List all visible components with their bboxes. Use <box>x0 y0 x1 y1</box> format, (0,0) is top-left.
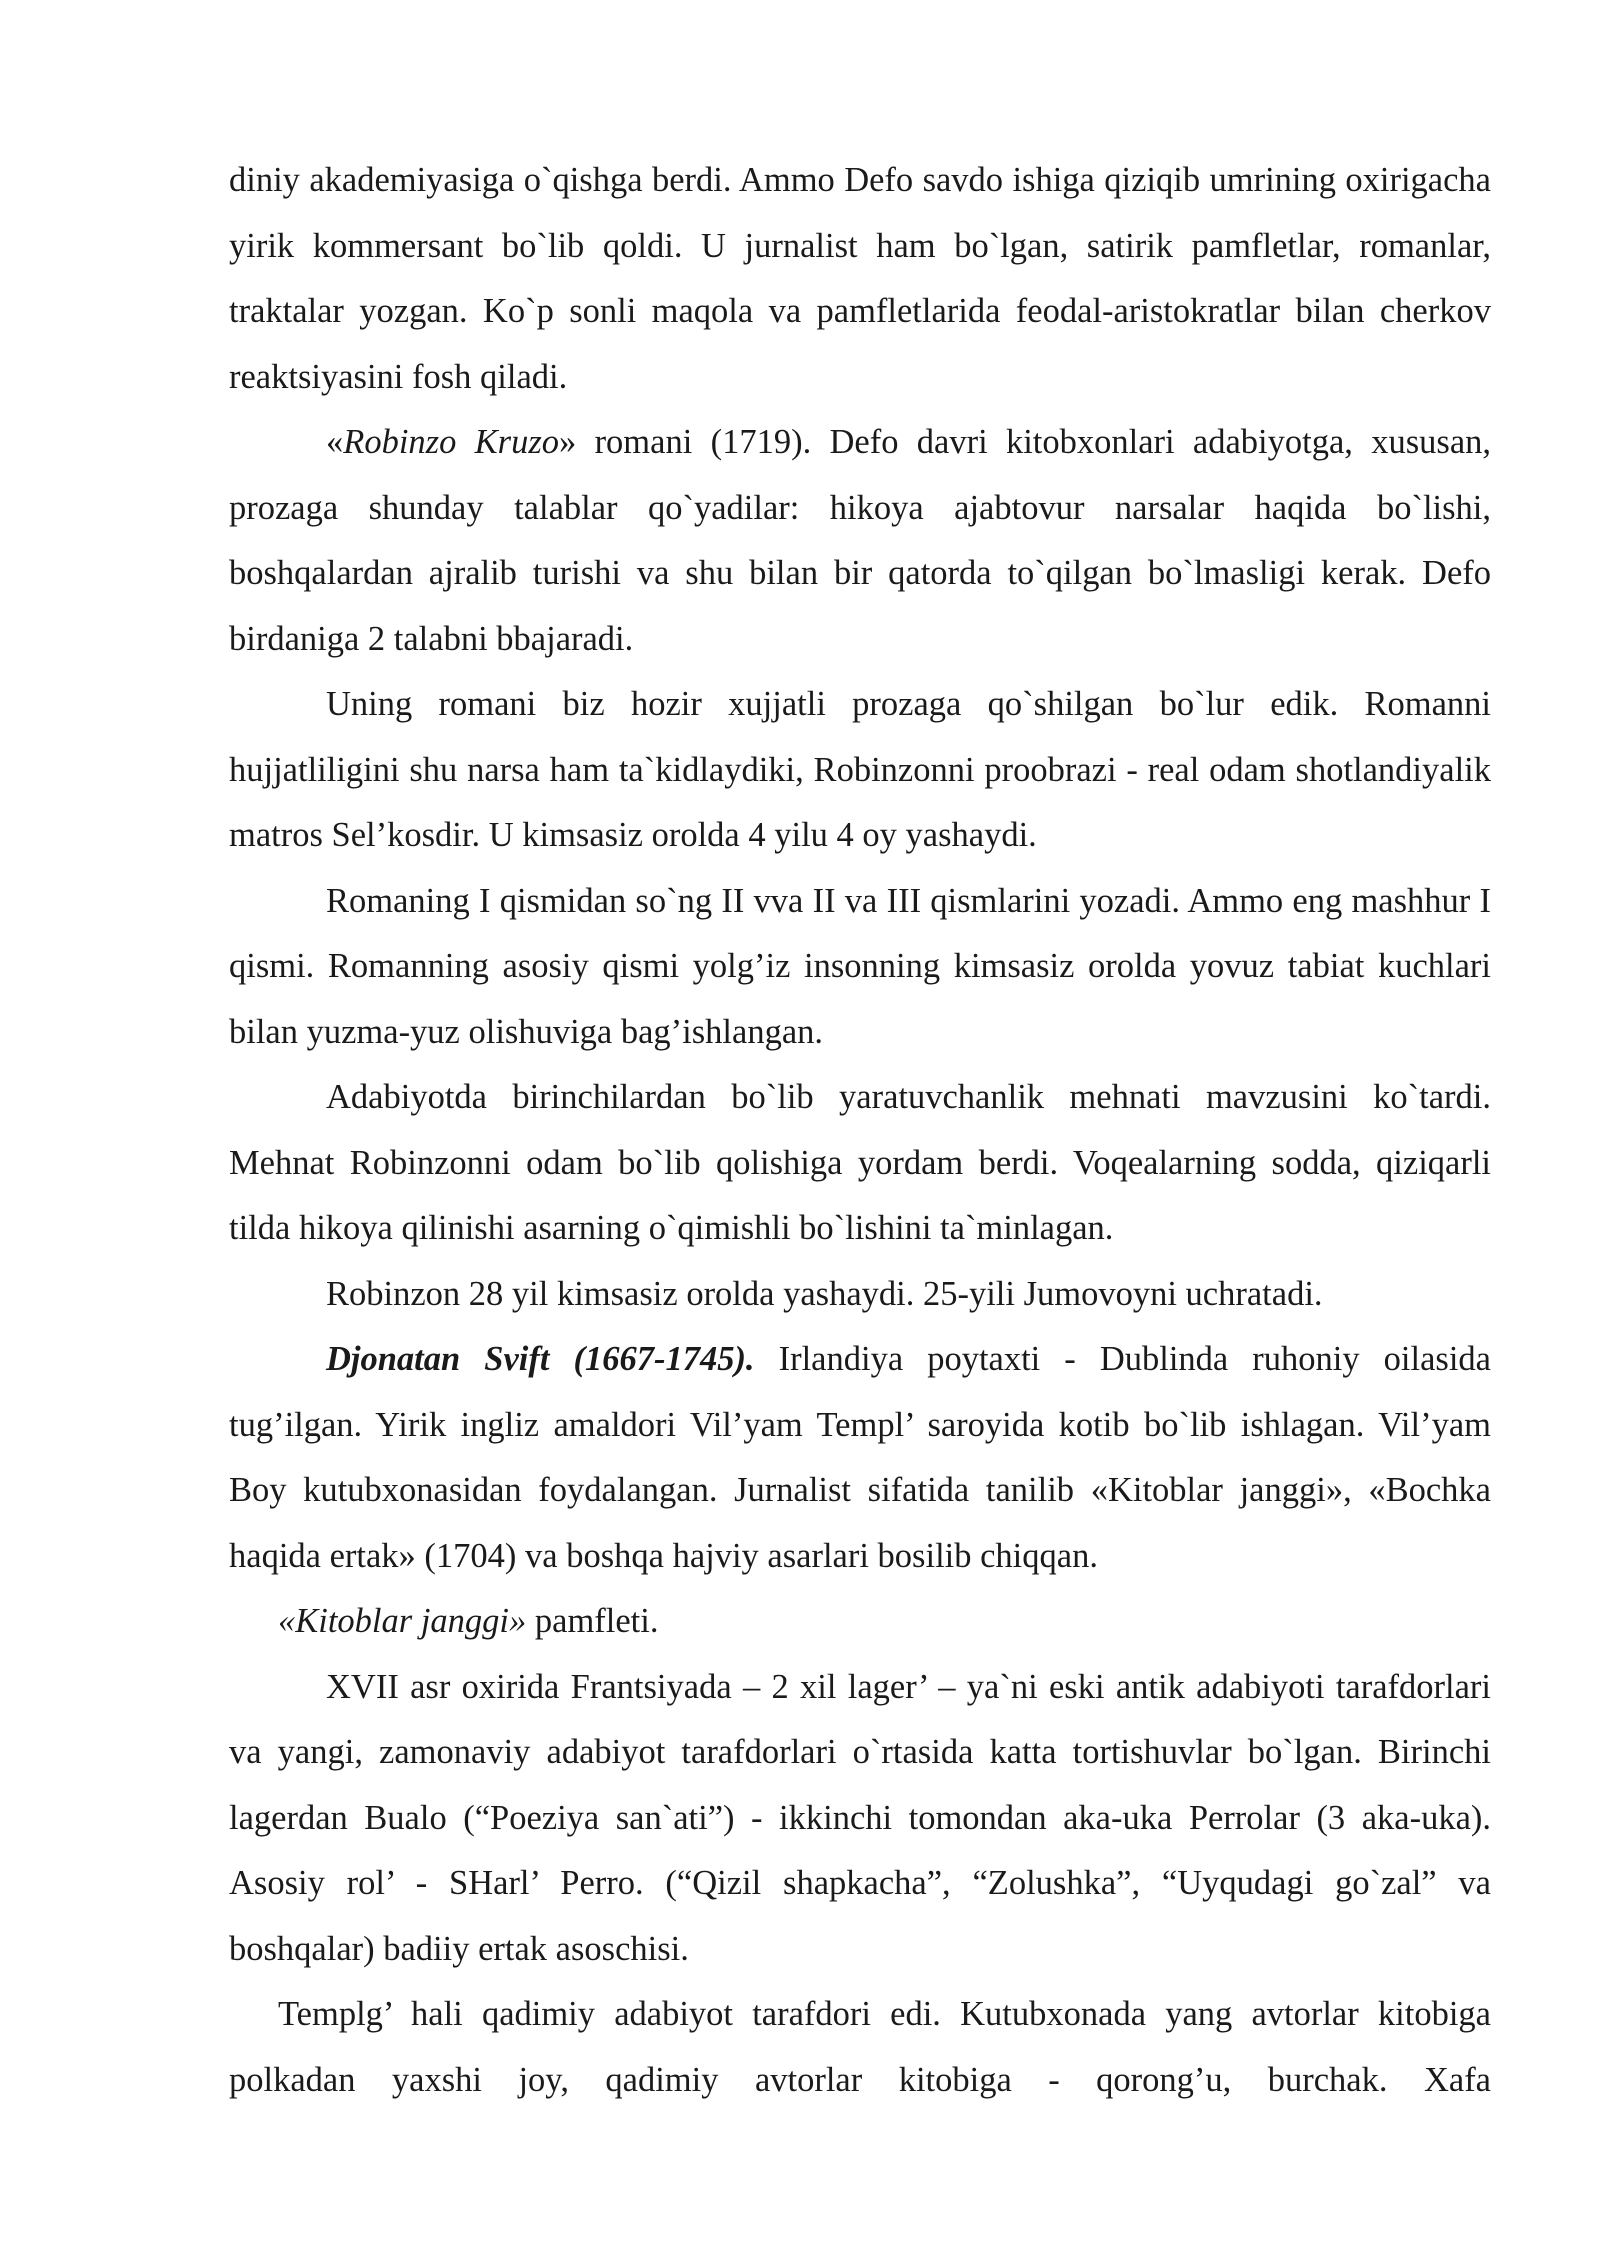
paragraph-novel-parts <box>229 869 1491 1066</box>
paragraph-djonatan-svift <box>229 1327 1491 1589</box>
novel-title: Robinzo Kruzo <box>343 423 560 461</box>
quote-open: « <box>326 423 344 461</box>
paragraph-text: Uning romani biz hozir xujjatli prozaga qo`shilgan bo`lur edik. Romanni hujjatliligini shu narsa ham ta`kidlaydiki, Robinzonni proobrazi - real odam shotlandiyalik matros Sel’kosdir. U kimsasiz orolda 4 yilu 4 oy yashaydi. <box>229 685 1491 854</box>
paragraph-text: XVII asr oxirida Frantsiyada – 2 xil lager’ – ya`ni eski antik adabiyoti tarafdorlari va yangi, zamonaviy adabiyot tarafdorlari o`rtasida katta tortishuvlar bo`lgan. Birinchi lagerdan Bualo (“Poeziya san`ati”) - ikkinchi tomondan aka-uka Perrolar (3 aka-uka). Asosiy rol’ - SHarl’ Perro. (“Qizil shapkacha”, “Zolushka”, “Uyqudagi go`zal” va boshqalar) badiiy ertak asoschisi. <box>229 1667 1491 1968</box>
paragraph-pamphlet-title <box>229 1589 1491 1655</box>
paragraph-robinzon-years <box>229 1262 1491 1328</box>
paragraph-text: pamfleti. <box>526 1602 659 1640</box>
author-heading: Djonatan Svift (1667-1745). <box>326 1340 755 1378</box>
paragraph-text: romani (1719). Defo davri kitobxonlari adabiyotga, xususan, prozaga shunday talablar qo`yadilar: hikoya ajabtovur narsalar haqida bo`lishi, boshqalardan ajralib turishi va shu bilan bir qatorda to`qilgan bo`lmasligi kerak. Defo birdaniga 2 talabni bbajaradi. <box>229 423 1492 658</box>
paragraph-labour-theme <box>229 1065 1491 1262</box>
quote-close: » <box>559 423 577 461</box>
paragraph-text: Romaning I qismidan so`ng II vva II va III qismlarini yozadi. Ammo eng mashhur I qismi. Romanning asosiy qismi yolg’iz insonning kimsasiz orolda yovuz tabiat kuchlari bilan yuzma-yuz olishuviga bag’ishlangan. <box>229 881 1491 1051</box>
paragraph-text: Robinzon 28 yil kimsasiz orolda yashaydi. 25-yili Jumovoyni uchratadi. <box>326 1274 1323 1313</box>
paragraph-defo-career <box>229 148 1491 410</box>
paragraph-french-debate <box>229 1655 1491 1983</box>
paragraph-text: Adabiyotda birinchilardan bo`lib yaratuvchanlik mehnati mavzusini ko`tardi. Mehnat Robinzonni odam bo`lib qolishiga yordam berdi. Voqealarning sodda, qiziqarli tilda hikoya qilinishi asarning o`qimishli bo`lishini ta`minlagan. <box>229 1078 1491 1247</box>
pamphlet-title: «Kitoblar janggi» <box>278 1602 527 1640</box>
paragraph-documentary-prose <box>229 672 1491 869</box>
document-page <box>229 148 1491 2113</box>
paragraph-templ-library <box>229 1982 1491 2113</box>
paragraph-text: diniy akademiyasiga o`qishga berdi. Ammo Defo savdo ishiga qiziqib umrining oxirigacha yirik kommersant bo`lib qoldi. U jurnalist ham bo`lgan, satirik pamfletlar, romanlar, traktalar yozgan. Ko`p sonli maqola va pamfletlarida feodal-aristokratlar bilan cherkov reaktsiyasini fosh qiladi. <box>229 161 1491 396</box>
paragraph-text: Irlandiya poytaxti - Dublinda ruhoniy oilasida tug’ilgan. Yirik ingliz amaldori Vil’yam Templ’ saroyida kotib bo`lib ishlagan. Vil’yam Boy kutubxonasidan foydalangan. Jurnalist sifatida tanilib «Kitoblar janggi», «Bochka haqida ertak» (1704) va boshqa hajviy asarlari bosilib chiqqan. <box>229 1340 1491 1575</box>
paragraph-text: Templg’ hali qadimiy adabiyot tarafdori edi. Kutubxonada yang avtorlar kitobiga polkadan yaxshi joy, qadimiy avtorlar kitobiga - qorong’u, burchak. Xafa <box>229 1995 1491 2099</box>
paragraph-robinzon-kruzo <box>229 410 1491 672</box>
